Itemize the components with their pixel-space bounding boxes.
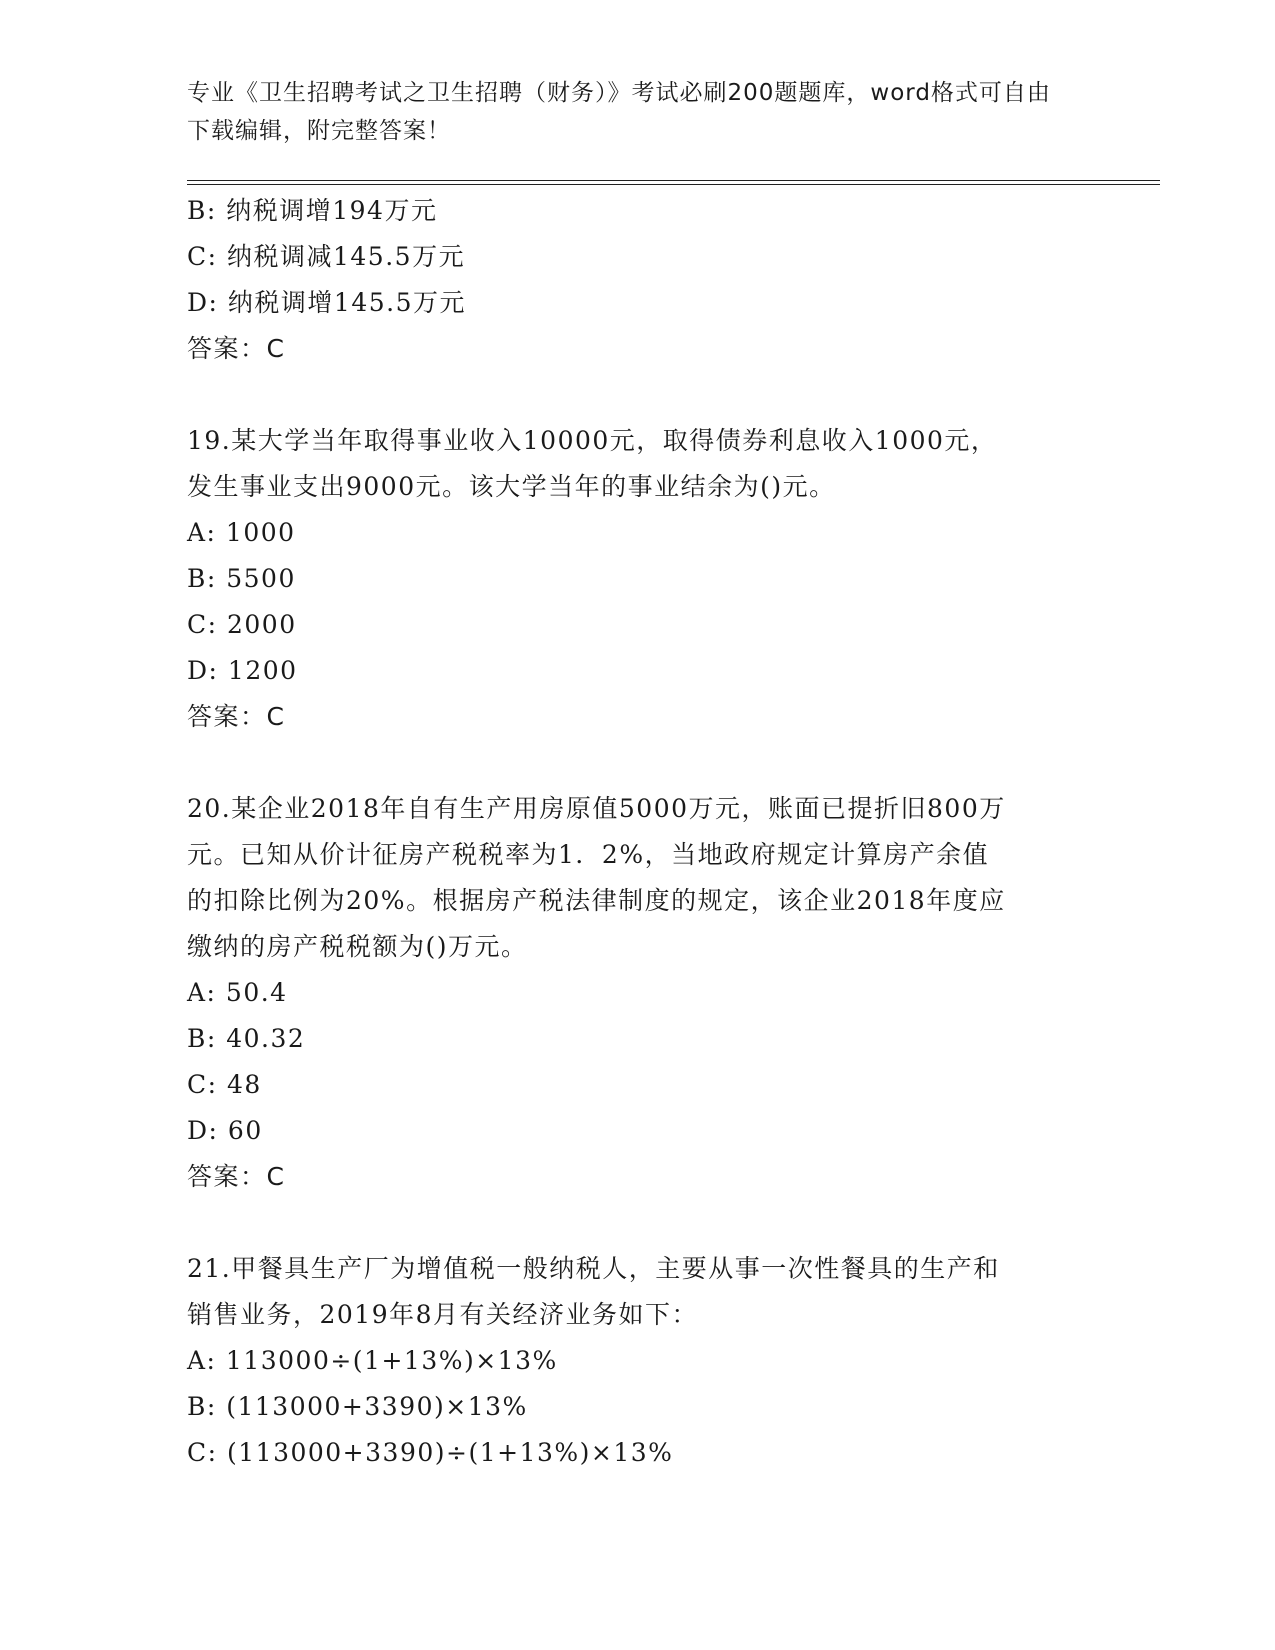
option-a: A: 50.4 <box>187 978 288 1007</box>
option-b: B: 纳税调增194万元 <box>187 196 438 225</box>
document-header <box>187 74 1067 150</box>
question-stem-line: 销售业务，2019年8月有关经济业务如下： <box>187 1300 699 1329</box>
answer-line: 答案：C <box>187 702 286 731</box>
spacer <box>187 372 1087 418</box>
question-stem-line: 发生事业支出9000元。该大学当年的事业结余为()元。 <box>187 472 836 501</box>
question-block-19 <box>187 418 1087 740</box>
option-a: A: 1000 <box>187 518 296 547</box>
question-stem-line: 20.某企业2018年自有生产用房原值5000万元，账面已提折旧800万 <box>187 794 1006 823</box>
question-stem-line: 19.某大学当年取得事业收入10000元，取得债券利息收入1000元， <box>187 426 998 455</box>
option-c: C: (113000+3390)÷(1+13%)×13% <box>187 1438 674 1467</box>
document-title: 专业《卫生招聘考试之卫生招聘（财务）》考试必刷200题题库，word格式可自由下载编辑，附完整答案！ <box>187 80 1051 144</box>
option-c: C: 2000 <box>187 610 297 639</box>
spacer <box>187 740 1087 786</box>
question-block-21 <box>187 1246 1087 1476</box>
option-b: B: 40.32 <box>187 1024 306 1053</box>
option-b: B: 5500 <box>187 564 296 593</box>
question-stem-line: 元。已知从价计征房产税税率为1．2%，当地政府规定计算房产余值 <box>187 840 990 869</box>
header-divider-top <box>187 180 1160 181</box>
question-stem-line: 21.甲餐具生产厂为增值税一般纳税人，主要从事一次性餐具的生产和 <box>187 1254 1000 1283</box>
header-divider-bottom <box>187 184 1160 185</box>
answer-line: 答案：C <box>187 1162 286 1191</box>
question-block-20 <box>187 786 1087 1200</box>
spacer <box>187 1200 1087 1246</box>
option-d: D: 1200 <box>187 656 298 685</box>
question-stem-line: 的扣除比例为20%。根据房产税法律制度的规定，该企业2018年度应 <box>187 886 1006 915</box>
question-block-previous <box>187 188 1087 372</box>
option-c: C: 48 <box>187 1070 262 1099</box>
option-c: C: 纳税调减145.5万元 <box>187 242 466 271</box>
option-b: B: (113000+3390)×13% <box>187 1392 528 1421</box>
option-d: D: 60 <box>187 1116 263 1145</box>
option-a: A: 113000÷(1+13%)×13% <box>187 1346 558 1375</box>
question-list <box>187 188 1087 1476</box>
question-stem-line: 缴纳的房产税税额为()万元。 <box>187 932 528 961</box>
answer-line: 答案：C <box>187 334 286 363</box>
option-d: D: 纳税调增145.5万元 <box>187 288 466 317</box>
